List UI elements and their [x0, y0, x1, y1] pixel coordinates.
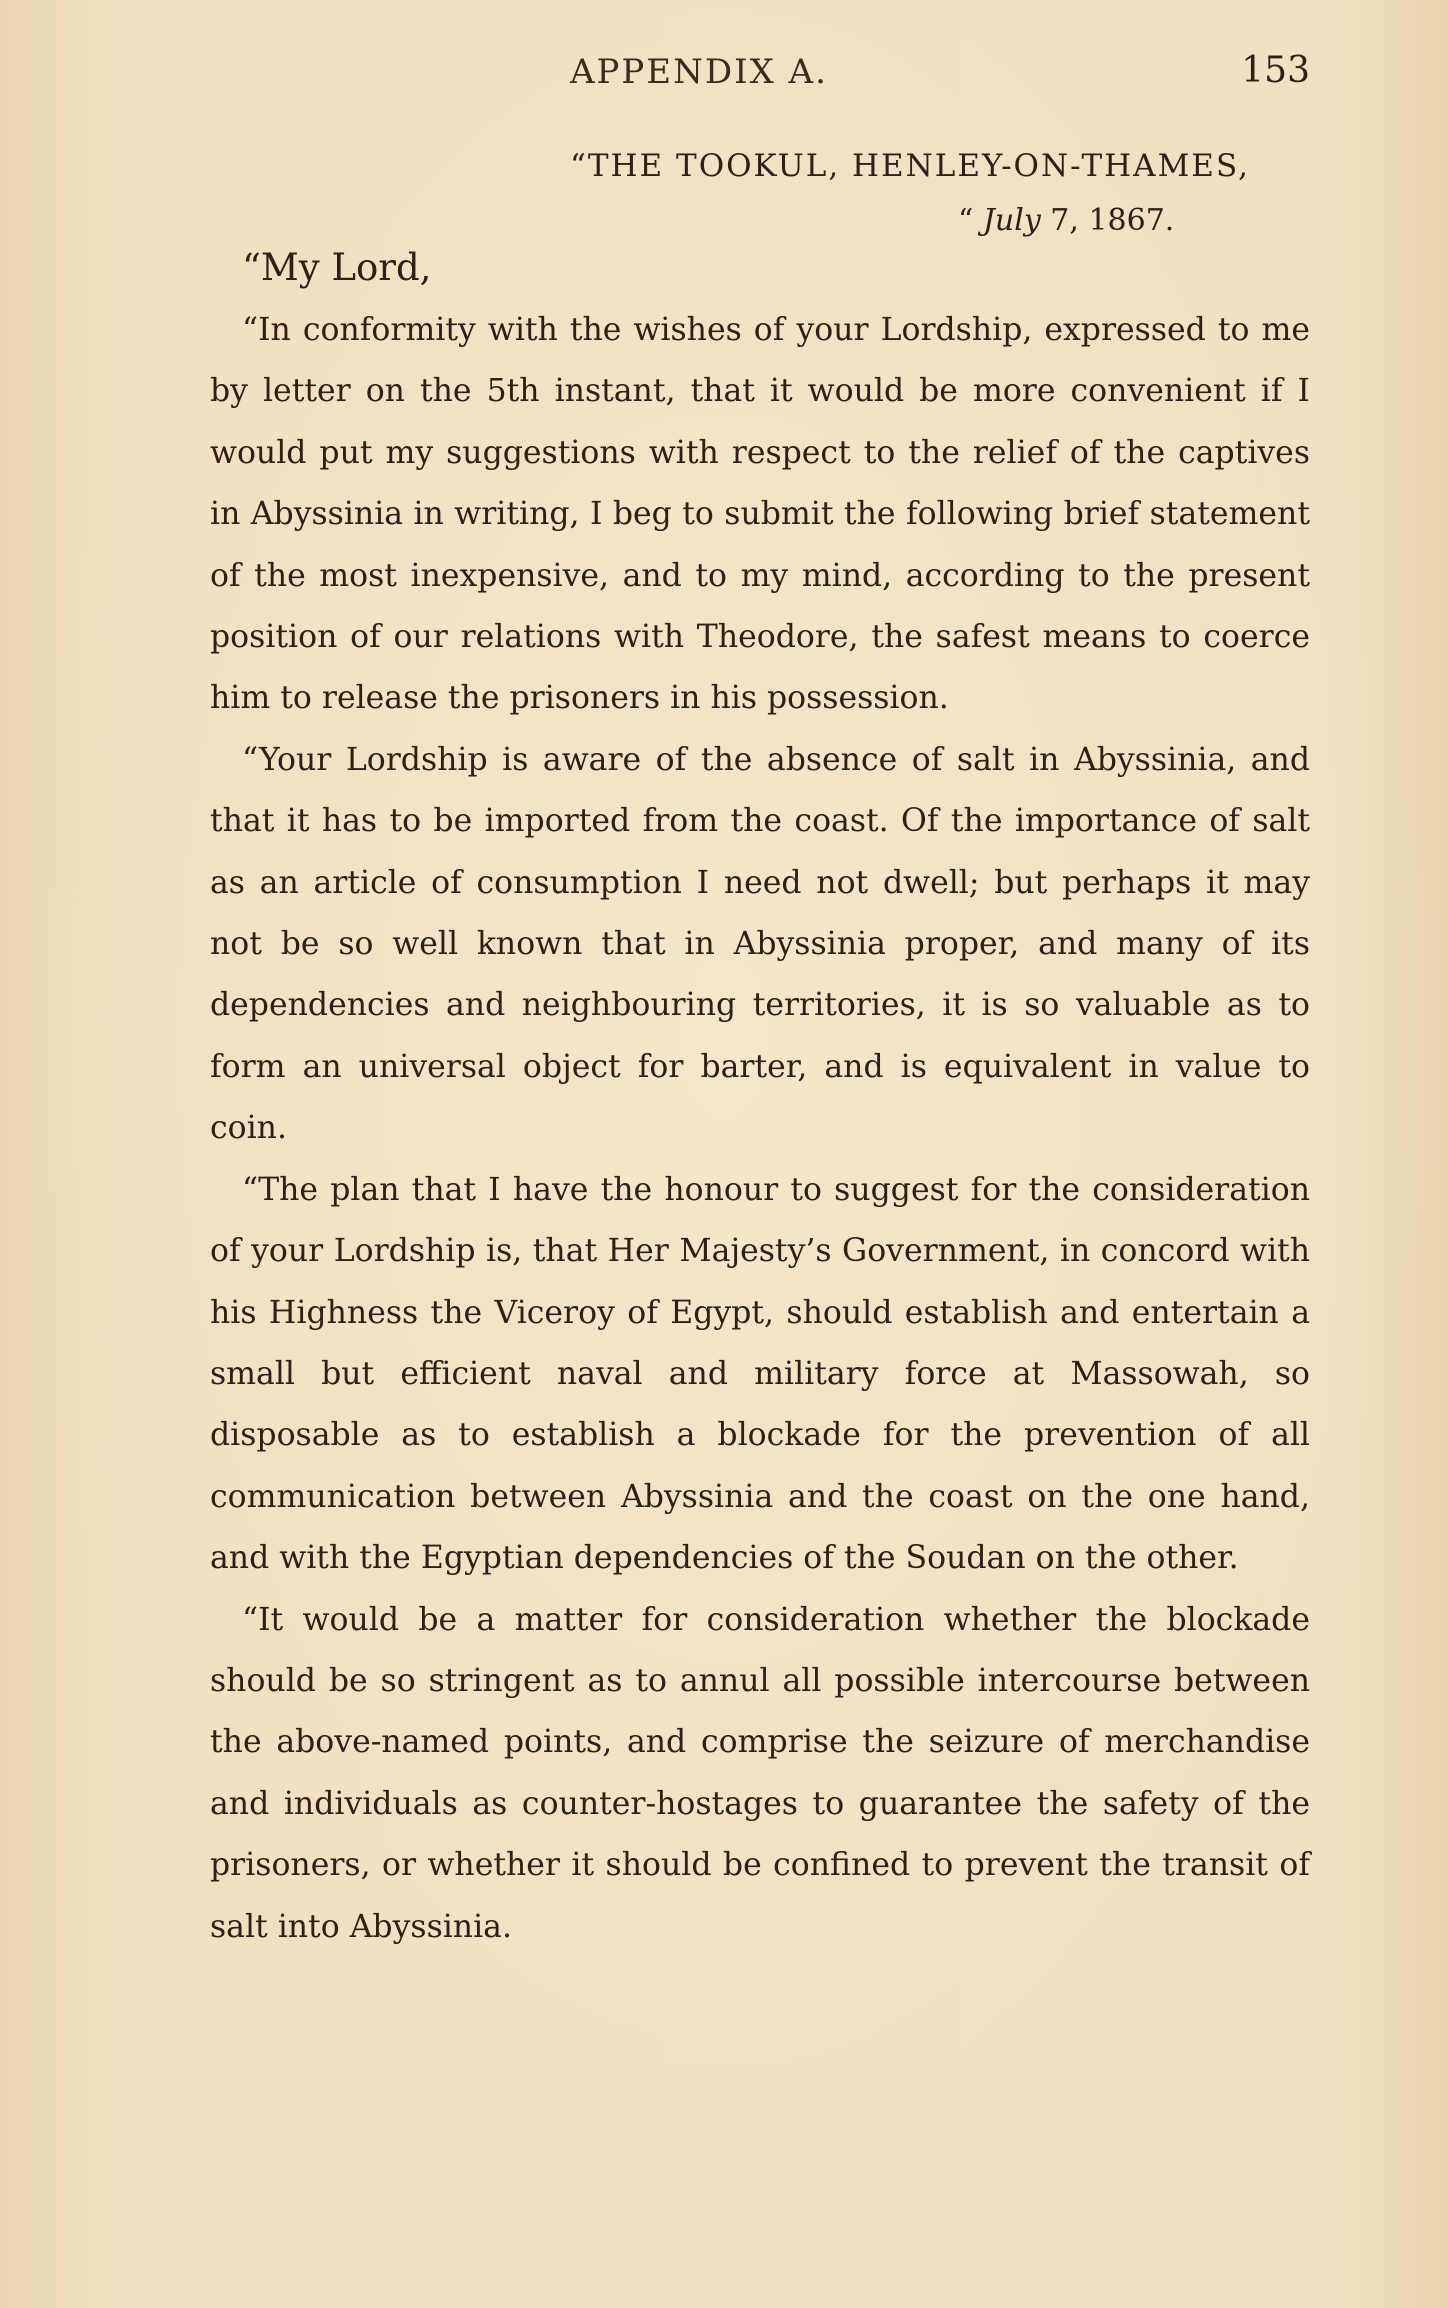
letter-salutation: “My Lord, — [242, 246, 432, 289]
paragraph-1: “In conformity with the wishes of your Lordship, expressed to me by letter on the 5th instant, that it would be more convenient if I would put my suggestions with respect to the relief of the captives in Abyssinia in writing, I beg to submit the following brief statement of the most inexpensive, and to my mind, according to the present position of our relations with Theodore, the safest means to coerce him to release the prisoners in his possession. — [210, 312, 1310, 717]
date-month: July — [982, 203, 1041, 238]
paragraph-4: “It would be a matter for consideration whether the blockade should be so stringent as to annul all possible intercourse between the above-named points, and comprise the seizure of merchandise and individuals as counter-hostages to guarantee the safety of the prisoners, or whether it should be confined to prevent the transit of salt into Abyssinia. — [210, 1601, 1310, 1945]
page-number: 153 — [1241, 50, 1310, 91]
paragraph-3: “The plan that I have the honour to suggest for the consideration of your Lordship is, that Her Majesty’s Government, in concord with his Highness the Viceroy of Egypt, should establish and entertain a small but efficient naval and military force at Massowah, so disposable as to establish a blockade for the prevention of all communication between Abyssinia and the coast on the one hand, and with the Egyptian dependencies of the Soudan on the other. — [210, 1171, 1310, 1577]
letter-body — [210, 300, 1310, 1958]
page-header — [210, 52, 1310, 112]
date-day-year: 7, 1867. — [1040, 203, 1175, 238]
running-head: APPENDIX A. — [570, 52, 828, 92]
paragraph-2: “Your Lordship is aware of the absence of salt in Abyssinia, and that it has to be imported from the coast. Of the importance of salt as an article of consumption I need not dwell; but perhaps it may not be so well known that in Abyssinia proper, and many of its dependencies and neighbouring territories, it is so valuable as to form an universal object for barter, and is equivalent in value to coin. — [210, 741, 1310, 1147]
letter-date — [958, 203, 1174, 238]
date-open-quote: “ — [958, 203, 983, 238]
letter-address: “THE TOOKUL, HENLEY-ON-THAMES, — [570, 148, 1250, 184]
